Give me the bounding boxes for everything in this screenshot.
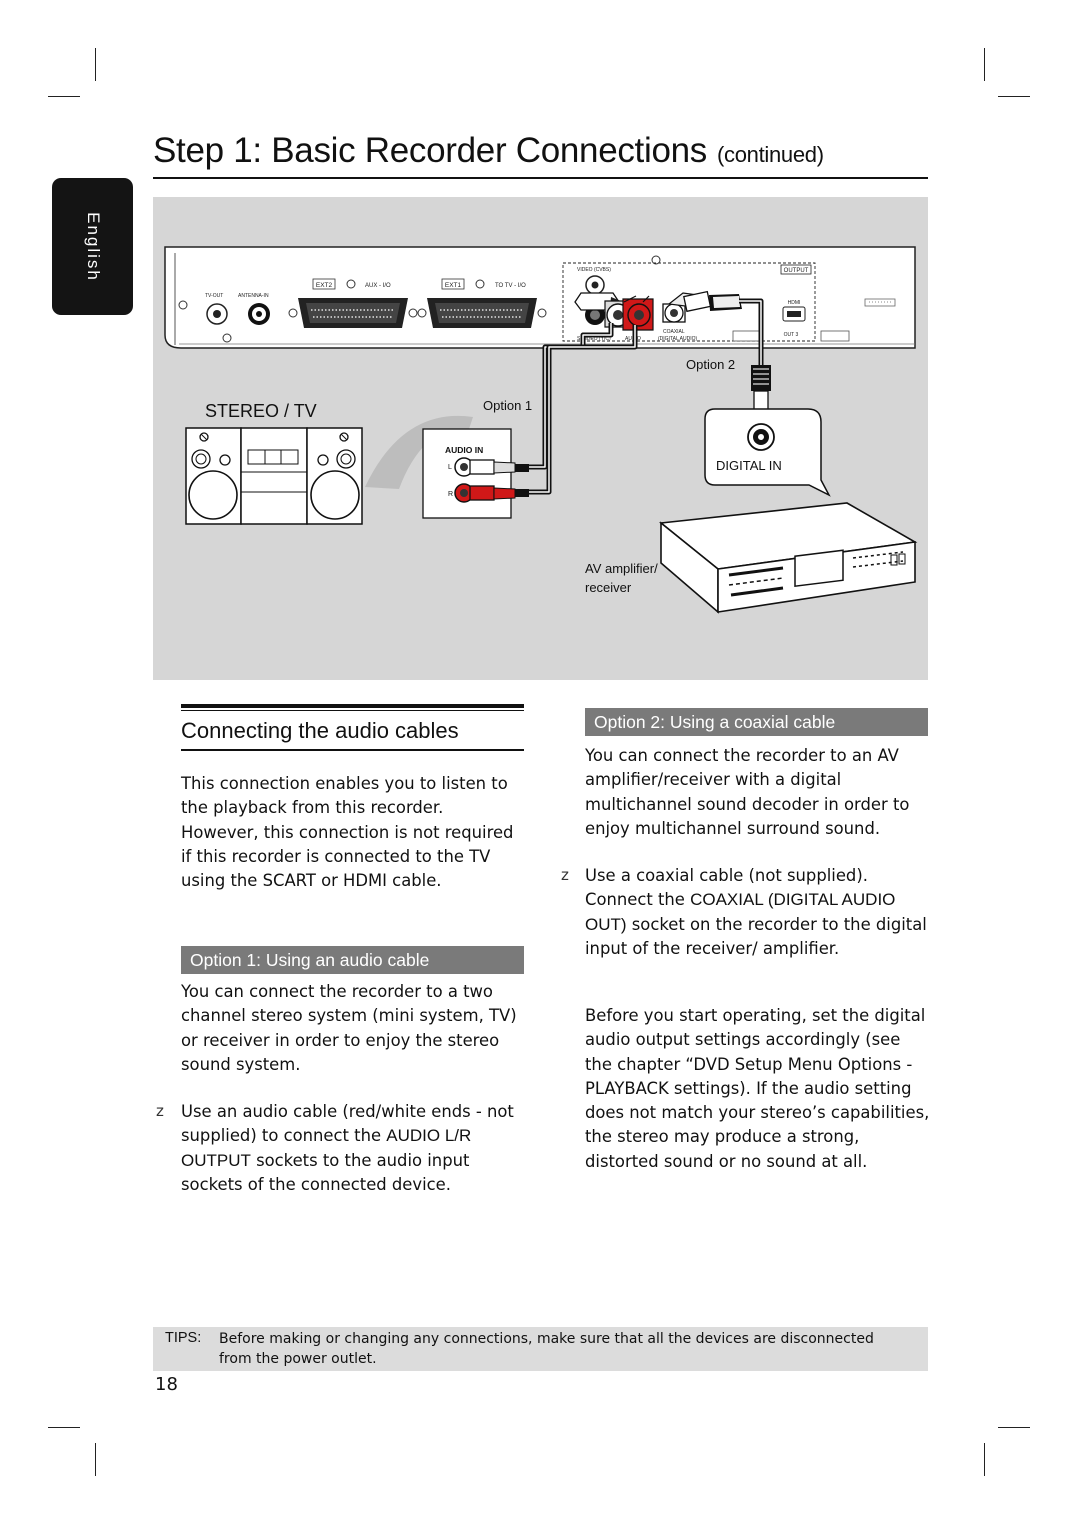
option1-step-text-before: Use an audio cable (red/white ends - not supplied) to connect the	[181, 1102, 514, 1146]
page-title	[153, 131, 824, 171]
language-tab-label: English	[83, 211, 103, 282]
hdmi-label: HDMI	[787, 300, 801, 306]
digital-in-label: DIGITAL IN	[716, 458, 782, 473]
option2-step-text-before: Use a coaxial cable (not supplied). Connect the	[585, 866, 868, 910]
crop-mark	[95, 1443, 96, 1476]
option2-step-text-after: socket on the recorder to the digital input of the receiver/ amplifier.	[585, 914, 927, 958]
section-title: Connecting the audio cables	[181, 718, 459, 743]
to-tv-label: TO TV - I/O	[495, 283, 526, 289]
page-number: 18	[155, 1374, 178, 1395]
intro-paragraph: This connection enables you to listen to the playback from this recorder. However, this connection is not required if this recorder is connected to the TV using the SCART or HDMI cable.	[181, 774, 514, 891]
channel-r-label: R	[448, 491, 454, 498]
option1-step	[181, 1100, 526, 1197]
option2-body: You can connect the recorder to an AV amplifier/receiver with a digital multichannel sound decoder in order to enjoy multichannel surround sound.	[585, 746, 910, 838]
out3-label: OUT 3	[783, 332, 799, 338]
output-label: OUTPUT	[783, 268, 809, 274]
option2-bullet: z	[561, 866, 569, 884]
svideo-label: S-VIDEO (Y/C)	[577, 336, 611, 342]
section-rule-bottom	[181, 749, 524, 751]
tips-text: Before making or changing any connections, make sure that all the devices are disconnected from the power outlet.	[219, 1331, 874, 1367]
recorder-back-panel	[165, 247, 915, 348]
language-tab	[52, 178, 133, 315]
amplifier-label-line1: AV amplifier/	[585, 561, 658, 576]
ext1-label: EXT1	[444, 282, 462, 289]
page-title-main: Step 1: Basic Recorder Connections	[153, 131, 707, 170]
tips-box	[153, 1327, 928, 1371]
page-title-suffix: (continued)	[717, 142, 824, 167]
crop-mark	[998, 96, 1030, 97]
option1-step-text-after: sockets to the audio input sockets of the connected device.	[181, 1150, 470, 1194]
title-rule	[153, 177, 928, 179]
stereo-system	[186, 428, 362, 524]
digital-audio-label: (DIGITAL AUDIO)	[658, 336, 698, 342]
crop-mark	[984, 48, 985, 81]
section-rule-thin	[181, 710, 524, 711]
option2-label: Option 2	[686, 357, 736, 372]
amplifier-label-line2: receiver	[585, 580, 632, 595]
tips-label: TIPS:	[165, 1330, 202, 1346]
channel-l-label: L	[448, 464, 452, 471]
option2-heading: Option 2: Using a coaxial cable	[585, 708, 928, 736]
crop-mark	[95, 48, 96, 81]
ext2-label: EXT2	[315, 282, 333, 289]
audio-label: AUDIO	[625, 336, 641, 342]
av-receiver	[661, 503, 915, 612]
connection-diagram-svg	[153, 197, 928, 680]
video-label: VIDEO (CVBS)	[577, 267, 611, 273]
option1-step-highlight: AUDIO L/R OUTPUT	[181, 1126, 472, 1170]
crop-mark	[984, 1443, 985, 1476]
digital-settings-note: Before you start operating, set the digital audio output settings accordingly (see the chapter “DVD Setup Menu Options - PLAYBACK settings). If the audio setting does not match your stereo’s capabilities, the stereo may produce a strong, distorted sound or no sound at all.	[585, 1006, 930, 1171]
option2-step-highlight: COAXIAL (DIGITAL AUDIO OUT)	[585, 890, 896, 934]
option1-label: Option 1	[483, 398, 533, 413]
audio-in-label: AUDIO IN	[445, 445, 484, 455]
crop-mark	[998, 1427, 1030, 1428]
aux-label: AUX - I/O	[365, 283, 391, 289]
section-rule-thick	[181, 704, 524, 708]
connection-diagram	[153, 197, 928, 680]
antenna-in-label: ANTENNA-IN	[238, 293, 269, 299]
digital-in-callout	[705, 409, 829, 495]
stereo-label: STEREO / TV	[205, 401, 317, 421]
option1-heading: Option 1: Using an audio cable	[181, 946, 524, 974]
tv-out-label: TV-OUT	[205, 293, 224, 299]
crop-mark	[48, 96, 80, 97]
option2-step	[585, 864, 930, 961]
crop-mark	[48, 1427, 80, 1428]
option1-body: You can connect the recorder to a two channel stereo system (mini system, TV) or receiver in order to enjoy the stereo sound system.	[181, 982, 517, 1074]
option1-bullet: z	[156, 1102, 164, 1120]
coaxial-label: COAXIAL	[663, 329, 685, 335]
